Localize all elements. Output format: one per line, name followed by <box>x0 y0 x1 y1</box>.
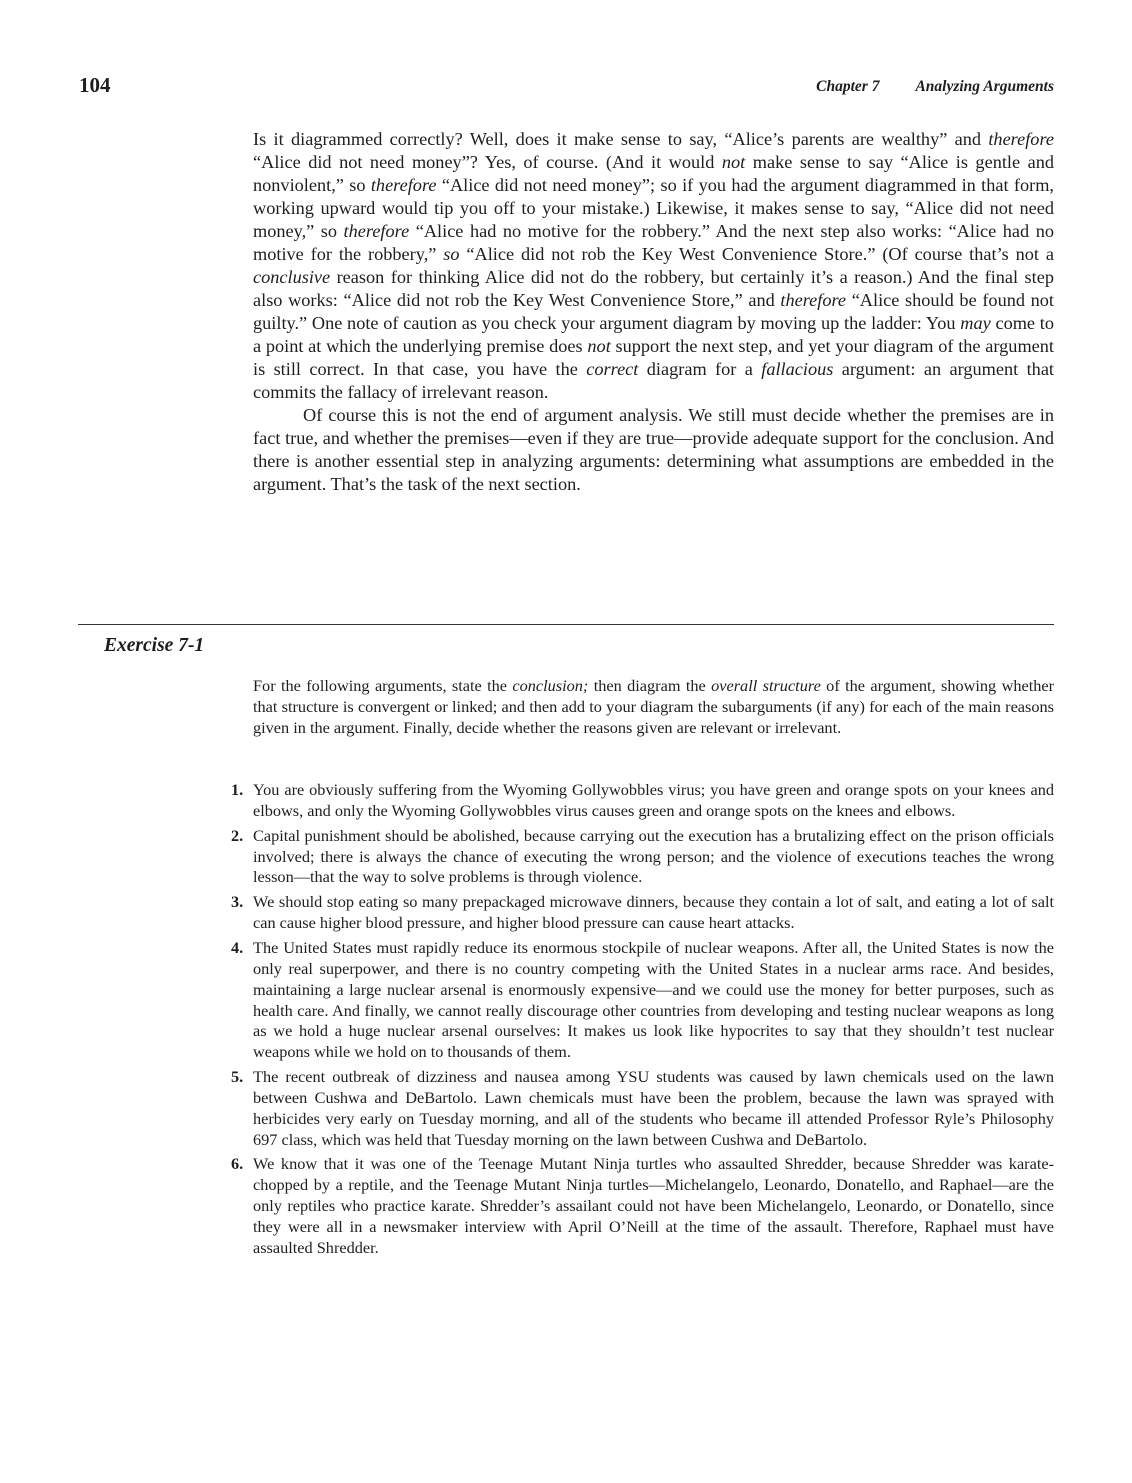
page-number: 104 <box>79 73 111 97</box>
item-number: 4. <box>231 938 244 958</box>
exercise-title: Exercise 7-1 <box>104 635 205 656</box>
item-text: We should stop eating so many prepackaged microwave dinners, because they contain a lot of salt, and eating a lot of salt can cause higher blood pressure, and higher blood pressure can cause heart attacks. <box>253 892 1054 933</box>
paragraph: Is it diagrammed correctly? Well, does it make sense to say, “Alice’s parents are wealthy” and therefore “Alice did not need money”? Yes, of course. (And it would not make sense to say “Alice is gentle and nonviolent,” so therefore “Alice did not need money”; so if you had the argument diagrammed in that form, working upward would tip you off to your mistake.) Likewise, it makes sense to say, “Alice did not need money,” so therefore “Alice had no motive for the robbery.” And the next step also works: “Alice had no motive for the robbery,” so “Alice did not rob the Key West Convenience Store.” (Of course that’s not a conclusive reason for thinking Alice did not do the robbery, but certainly it’s a reason.) And the final step also works: “Alice did not rob the Key West Convenience Store,” and therefore “Alice should be found not guilty.” One note of caution as you check your argument diagram by moving up the ladder: You may come to a point at which the underlying premise does not support the next step, and yet your diagram of the argument is still correct. In that case, you have the correct diagram for a fallacious argument: an argument that commits the fallacy of irrelevant reason. <box>253 129 1055 402</box>
exercise-item <box>230 892 1054 934</box>
chapter-title: Analyzing Arguments <box>915 78 1054 95</box>
exercise-list <box>230 780 1054 1263</box>
exercise-intro: For the following arguments, state the conclusion; then diagram the overall structure of the argument, showing whether that structure is convergent or linked; and then add to your diagram the subarguments (if any) for each of the main reasons given in the argument. Finally, decide whether the reasons given are relevant or irrelevant. <box>253 676 1055 737</box>
running-head <box>816 78 1054 96</box>
item-number: 5. <box>231 1067 244 1087</box>
item-number: 6. <box>231 1154 244 1174</box>
body-text <box>253 128 1054 496</box>
item-text: Capital punishment should be abolished, because carrying out the execution has a brutalizing effect on the prison officials involved; there is always the chance of executing the wrong person; and the violence of executions teaches the wrong lesson—that the way to solve problems is through violence. <box>253 825 1054 887</box>
item-text: You are obviously suffering from the Wyoming Gollywobbles virus; you have green and orange spots on your knees and elbows, and only the Wyoming Gollywobbles virus causes green and orange spots on the knees and elbows. <box>253 780 1054 820</box>
item-text: The United States must rapidly reduce its enormous stockpile of nuclear weapons. After all, the United States is now the only real superpower, and there is no country competing with the United States in a nuclear arms race. And besides, maintaining a large nuclear arsenal is enormously expensive—and we could use the money for better purposes, such as health care. And finally, we cannot really discourage other countries from developing and testing nuclear weapons as long as we hold a huge nuclear arsenal ourselves: It makes us look like hypocrites to say that they shouldn’t test nuclear weapons while we hold on to thousands of them. <box>253 938 1054 1062</box>
item-text: We know that it was one of the Teenage Mutant Ninja turtles who assaulted Shredder, because Shredder was karate-chopped by a reptile, and the Teenage Mutant Ninja turtles—Michelangelo, Leonardo, Donatello, and Raphael—are the only reptiles who practice karate. Shredder’s assailant could not have been Michelangelo, Leonardo, or Donatello, since they were all in a newsmaker interview with April O’Neill at the time of the assault. Therefore, Raphael must have assaulted Shredder. <box>253 1154 1054 1257</box>
section-rule <box>78 624 1054 625</box>
item-number: 1. <box>231 780 244 799</box>
paragraph: Of course this is not the end of argument analysis. We still must decide whether the premises are in fact true, and whether the premises—even if they are true—provide adequate support for the conclusion. And there is another essential step in analyzing arguments: determining what assumptions are embedded in the argument. That’s the task of the next section. <box>253 405 1054 494</box>
exercise-item <box>230 826 1054 888</box>
item-number: 2. <box>231 825 244 845</box>
item-number: 3. <box>231 892 244 912</box>
exercise-item <box>230 780 1054 822</box>
exercise-item <box>230 1154 1054 1258</box>
item-text: The recent outbreak of dizziness and nausea among YSU students was caused by lawn chemicals used on the lawn between Cushwa and DeBartolo. Lawn chemicals must have been the problem, because the lawn was sprayed with herbicides very early on Tuesday morning, and all of the students who became ill attended Professor Ryle’s Philosophy 697 class, which was held that Tuesday morning on the lawn between Cushwa and DeBartolo. <box>253 1067 1054 1149</box>
exercise-item <box>230 938 1054 1063</box>
exercise-item <box>230 1067 1054 1150</box>
chapter-label: Chapter 7 <box>816 78 880 95</box>
